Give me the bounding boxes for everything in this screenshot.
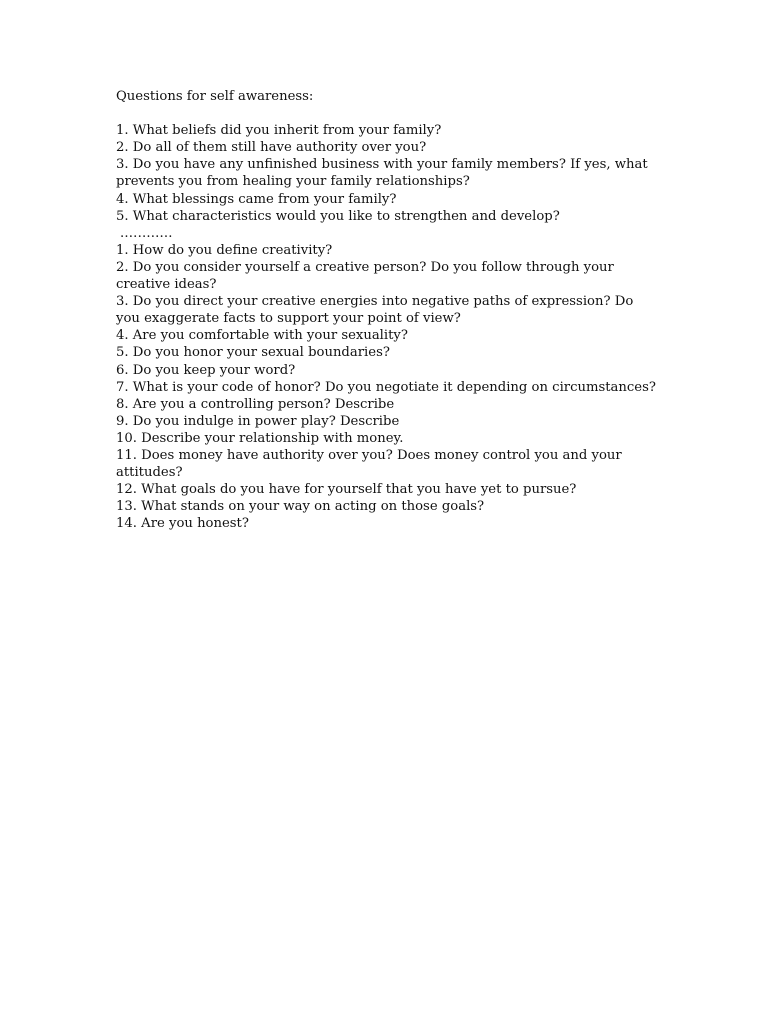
question-item: 1. What beliefs did you inherit from your family?: [116, 123, 442, 139]
question-item: 10. Describe your relationship with money.: [116, 430, 404, 446]
question-item: 11. Does money have authority over you? Does money control you and your attitudes?: [116, 447, 622, 481]
creativity-questions-list: [116, 242, 656, 533]
question-item: 4. Are you comfortable with your sexuality?: [116, 328, 408, 344]
question-item: 13. What stands on your way on acting on those goals?: [116, 499, 485, 515]
question-item: 3. Do you direct your creative energies into negative paths of expression? Do you exaggerate facts to support your point of view?: [116, 294, 634, 327]
document-page: [116, 88, 656, 532]
question-item: 7. What is your code of honor? Do you negotiate it depending on circumstances?: [116, 379, 656, 395]
question-item: 9. Do you indulge in power play? Describe: [116, 413, 400, 429]
question-item: 2. Do all of them still have authority over you?: [116, 140, 427, 156]
question-item: 1. How do you define creativity?: [116, 242, 333, 258]
question-item: 5. Do you honor your sexual boundaries?: [116, 345, 390, 361]
section-separator: ............: [120, 225, 173, 241]
question-item: 5. What characteristics would you like to strengthen and develop?: [116, 208, 560, 224]
question-item: 12. What goals do you have for yourself that you have yet to pursue?: [116, 482, 577, 498]
question-item: 4. What blessings came from your family?: [116, 191, 397, 207]
family-questions-list: [116, 122, 656, 225]
question-item: 3. Do you have any unfinished business with your family members? If yes, what prevents you from healing your family relationships?: [116, 157, 648, 190]
question-item: 8. Are you a controlling person? Describe: [116, 396, 395, 412]
question-item: 6. Do you keep your word?: [116, 362, 296, 378]
question-item: 2. Do you consider yourself a creative person? Do you follow through your creative ideas?: [116, 259, 614, 293]
document-heading: Questions for self awareness:: [116, 89, 314, 104]
question-item: 14. Are you honest?: [116, 516, 249, 532]
